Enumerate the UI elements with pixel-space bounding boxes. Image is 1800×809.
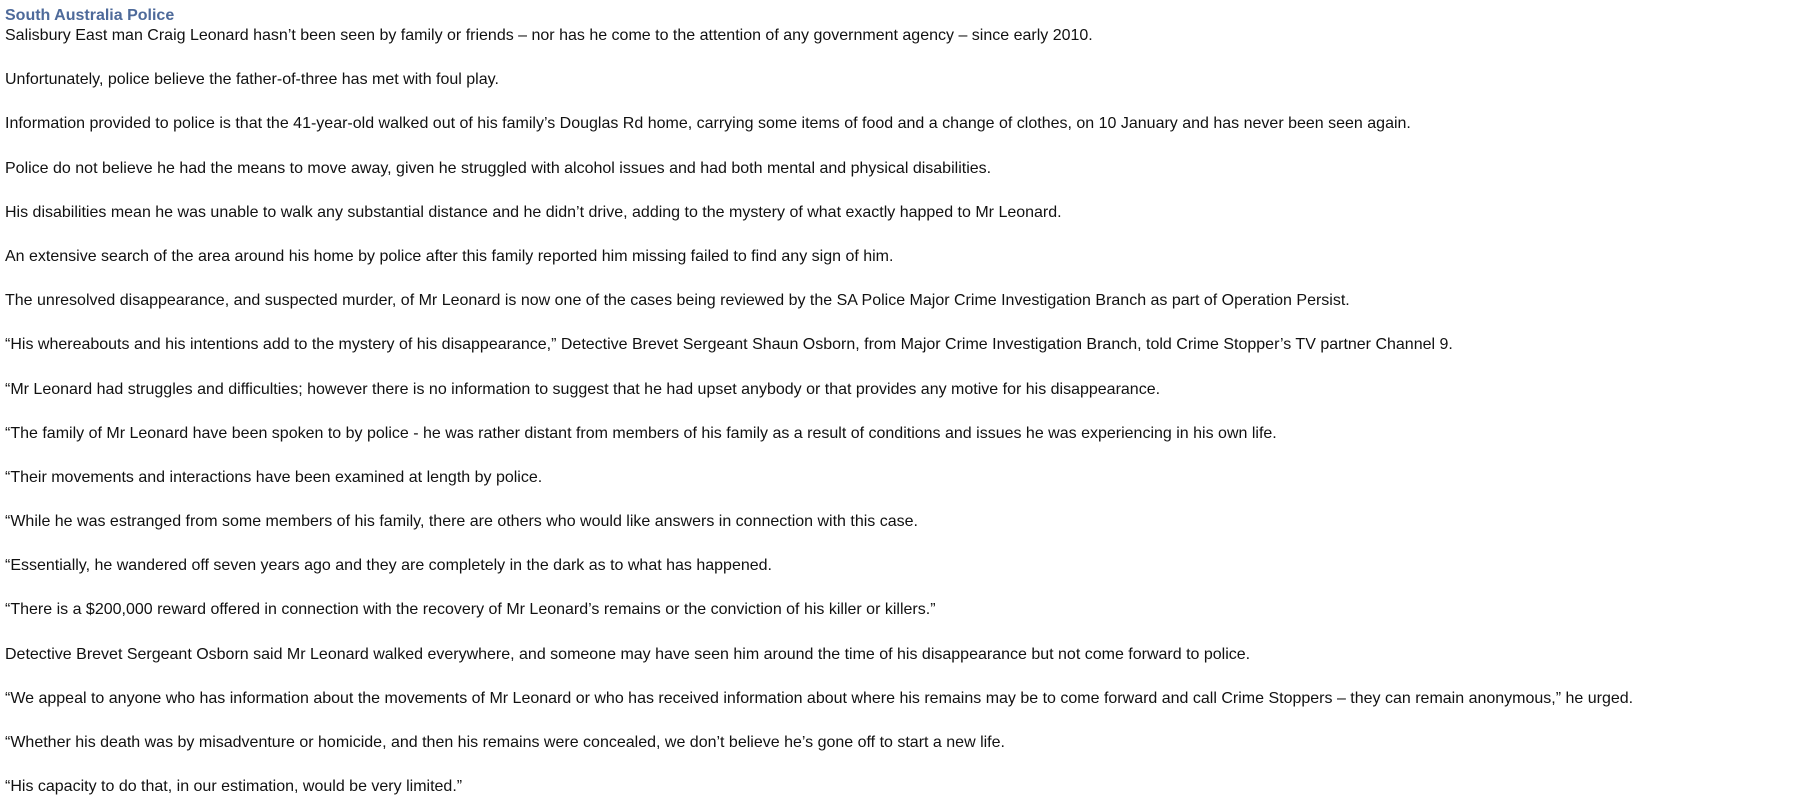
paragraph: “Their movements and interactions have been examined at length by police. (5, 468, 543, 486)
paragraph: Information provided to police is that the 41-year-old walked out of his family’s Douglas Rd home, carrying some items of food and a change of clothes, on 10 January and has never been seen again. (5, 115, 1411, 133)
paragraph: Unfortunately, police believe the father-of-three has met with foul play. (5, 71, 499, 89)
paragraph: An extensive search of the area around his home by police after this family reported him missing failed to find any sign of him. (5, 247, 894, 265)
paragraph: Police do not believe he had the means to move away, given he struggled with alcohol issues and had both mental and physical disabilities. (5, 159, 992, 177)
paragraph: Salisbury East man Craig Leonard hasn’t been seen by family or friends – nor has he come to the attention of any government agency – since early 2010. (5, 27, 1093, 44)
article-body (5, 26, 1800, 797)
paragraph: “Whether his death was by misadventure or homicide, and then his remains were concealed, we don’t believe he’s gone off to start a new life. (5, 734, 1005, 751)
paragraph: The unresolved disappearance, and suspected murder, of Mr Leonard is now one of the cases being reviewed by the SA Police Major Crime Investigation Branch as part of Operation Persist. (5, 292, 1350, 310)
paragraph: “His whereabouts and his intentions add to the mystery of his disappearance,” Detective Brevet Sergeant Shaun Osborn, from Major Crime Investigation Branch, told Crime Stopper’s TV partner Channel 9. (5, 336, 1453, 354)
paragraph: “Essentially, he wandered off seven years ago and they are completely in the dark as to what has happened. (5, 557, 772, 575)
paragraph: “The family of Mr Leonard have been spoken to by police - he was rather distant from members of his family as a result of conditions and issues he was experiencing in his own life. (5, 424, 1277, 442)
source-label: South Australia Police (5, 7, 175, 24)
paragraph: “His capacity to do that, in our estimation, would be very limited.” (5, 778, 463, 796)
paragraph: “We appeal to anyone who has information about the movements of Mr Leonard or who has received information about where his remains may be to come forward and call Crime Stoppers – they can remain anonymous,” he urged. (5, 689, 1634, 707)
paragraph: “There is a $200,000 reward offered in connection with the recovery of Mr Leonard’s remains or the conviction of his killer or killers.” (5, 601, 936, 619)
paragraph: Detective Brevet Sergeant Osborn said Mr Leonard walked everywhere, and someone may have seen him around the time of his disappearance but not come forward to police. (5, 645, 1251, 663)
paragraph: “Mr Leonard had struggles and difficulties; however there is no information to suggest that he had upset anybody or that provides any motive for his disappearance. (5, 380, 1161, 398)
paragraph: “While he was estranged from some members of his family, there are others who would like answers in connection with this case. (5, 513, 918, 531)
paragraph: His disabilities mean he was unable to walk any substantial distance and he didn’t drive, adding to the mystery of what exactly happed to Mr Leonard. (5, 203, 1062, 221)
